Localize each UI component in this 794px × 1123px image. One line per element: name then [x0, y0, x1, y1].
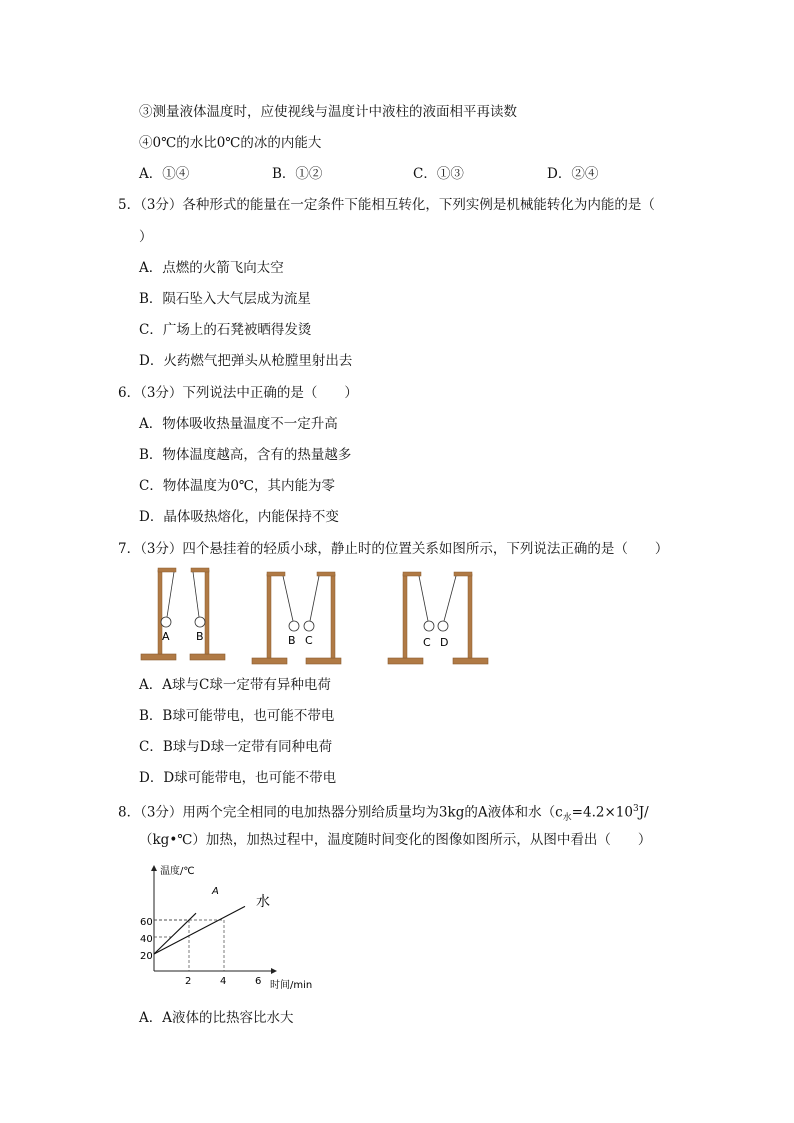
y-tick-label: 60: [140, 917, 153, 928]
stand-base: [388, 658, 423, 664]
stand-post: [468, 574, 472, 658]
q4-option-c: C．①③: [413, 166, 464, 182]
thread: [419, 576, 428, 621]
stand-post: [403, 574, 407, 658]
ball-c: [304, 621, 314, 631]
stand-arm: [267, 572, 285, 576]
stand-base: [141, 654, 176, 660]
q6-option-a: A．物体吸收热量温度不一定升高: [139, 416, 338, 432]
ball-label: C: [423, 636, 431, 649]
series-line-water: [154, 906, 245, 954]
stand-arm: [317, 572, 335, 576]
stand-group-ab: [141, 568, 225, 660]
q8-stem-subscript: 水: [562, 813, 572, 824]
stand-base: [252, 658, 287, 664]
stand-arm: [454, 572, 472, 576]
stand-base: [190, 654, 225, 660]
x-tick-label: 2: [185, 976, 192, 987]
ball-label: B: [288, 634, 296, 647]
q7-stem: 7．（3分）四个悬挂着的轻质小球，静止时的位置关系如图所示，下列说法正确的是（ ）: [118, 541, 669, 557]
q5-option-b: B．陨石坠入大气层成为流星: [139, 291, 311, 307]
ball-b: [289, 621, 299, 631]
q8-option-a: A．A液体的比热容比水大: [139, 1010, 294, 1026]
stand-post: [331, 574, 335, 658]
ball-d: [438, 621, 448, 631]
stand-arm: [158, 568, 176, 572]
stand-post: [205, 570, 209, 654]
q5-stem: 5．（3分）各种形式的能量在一定条件下能相互转化，下列实例是机械能转化为内能的是（: [118, 197, 655, 213]
q8-stem-superscript: 3: [632, 804, 639, 814]
ball-label: C: [305, 634, 313, 647]
ball-label: D: [440, 636, 449, 649]
temperature-time-graph: [138, 858, 338, 993]
ball-c: [424, 621, 434, 631]
x-tick-label: 6: [255, 976, 262, 987]
stand-group-bc: [252, 572, 341, 664]
q6-option-c: C．物体温度为0℃，其内能为零: [139, 478, 336, 494]
ball-b: [195, 617, 205, 627]
x-axis-label: 时间/min: [270, 980, 313, 991]
stand-arm: [191, 568, 209, 572]
thread: [193, 572, 199, 617]
hanging-balls-figure: [138, 566, 498, 670]
q5-stem-end: ）: [139, 229, 153, 245]
q6-stem: 6．（3分）下列说法中正确的是（ ）: [118, 385, 358, 401]
thread: [283, 576, 293, 621]
q6-option-d: D．晶体吸热熔化，内能保持不变: [139, 509, 339, 525]
q8-stem-eq: =4.2×10: [571, 804, 633, 821]
q4-statement-3: ③测量液体温度时，应使视线与温度计中液柱的液面相平再读数: [139, 104, 517, 120]
y-tick-label: 20: [140, 951, 153, 962]
q8-stem-line2: （kg•℃）加热，加热过程中，温度随时间变化的图像如图所示，从图中看出（ ）: [139, 832, 652, 848]
q5-option-c: C．广场上的石凳被晒得发烫: [139, 322, 312, 338]
q7-option-d: D．D球可能带电，也可能不带电: [139, 770, 337, 786]
q4-option-a: A．①④: [139, 166, 190, 182]
q8-stem-text: 8．（3分）用两个完全相同的电加热器分别给质量均为3kg的A液体和水（c: [118, 804, 563, 821]
q4-statement-4: ④0℃的水比0℃的冰的内能大: [139, 135, 322, 151]
ball-label: B: [196, 630, 204, 643]
guide-lines: [154, 920, 224, 971]
y-axis-label: 温度/℃: [160, 866, 195, 877]
stand-base: [306, 658, 341, 664]
series-line-a: [154, 913, 196, 954]
thread: [310, 576, 319, 621]
q7-option-a: A．A球与C球一定带有异种电荷: [139, 677, 331, 693]
series-lines: [154, 906, 245, 954]
stand-arm: [403, 572, 421, 576]
thread: [444, 576, 456, 621]
q8-stem: [118, 800, 649, 827]
q6-option-b: B．物体温度越高，含有的热量越多: [139, 447, 352, 463]
y-tick-label: 40: [140, 934, 153, 945]
q5-option-d: D．火药燃气把弹头从枪膛里射出去: [139, 353, 353, 369]
ball-a: [161, 617, 171, 627]
q7-option-b: B．B球可能带电，也可能不带电: [139, 708, 335, 724]
q8-stem-tail: J/: [638, 804, 649, 821]
q4-option-b: B．①②: [272, 166, 323, 182]
x-tick-label: 4: [220, 976, 227, 987]
q7-option-c: C．B球与D球一定带有同种电荷: [139, 739, 333, 755]
ball-label: A: [162, 630, 170, 643]
stand-group-cd: [388, 572, 488, 664]
q4-option-d: D．②④: [547, 166, 599, 182]
series-label-a: A: [212, 886, 219, 897]
stand-base: [453, 658, 488, 664]
series-label-water: 水: [256, 894, 270, 910]
stand-post: [267, 574, 271, 658]
thread: [167, 572, 174, 617]
q5-option-a: A．点燃的火箭飞向太空: [139, 260, 284, 276]
